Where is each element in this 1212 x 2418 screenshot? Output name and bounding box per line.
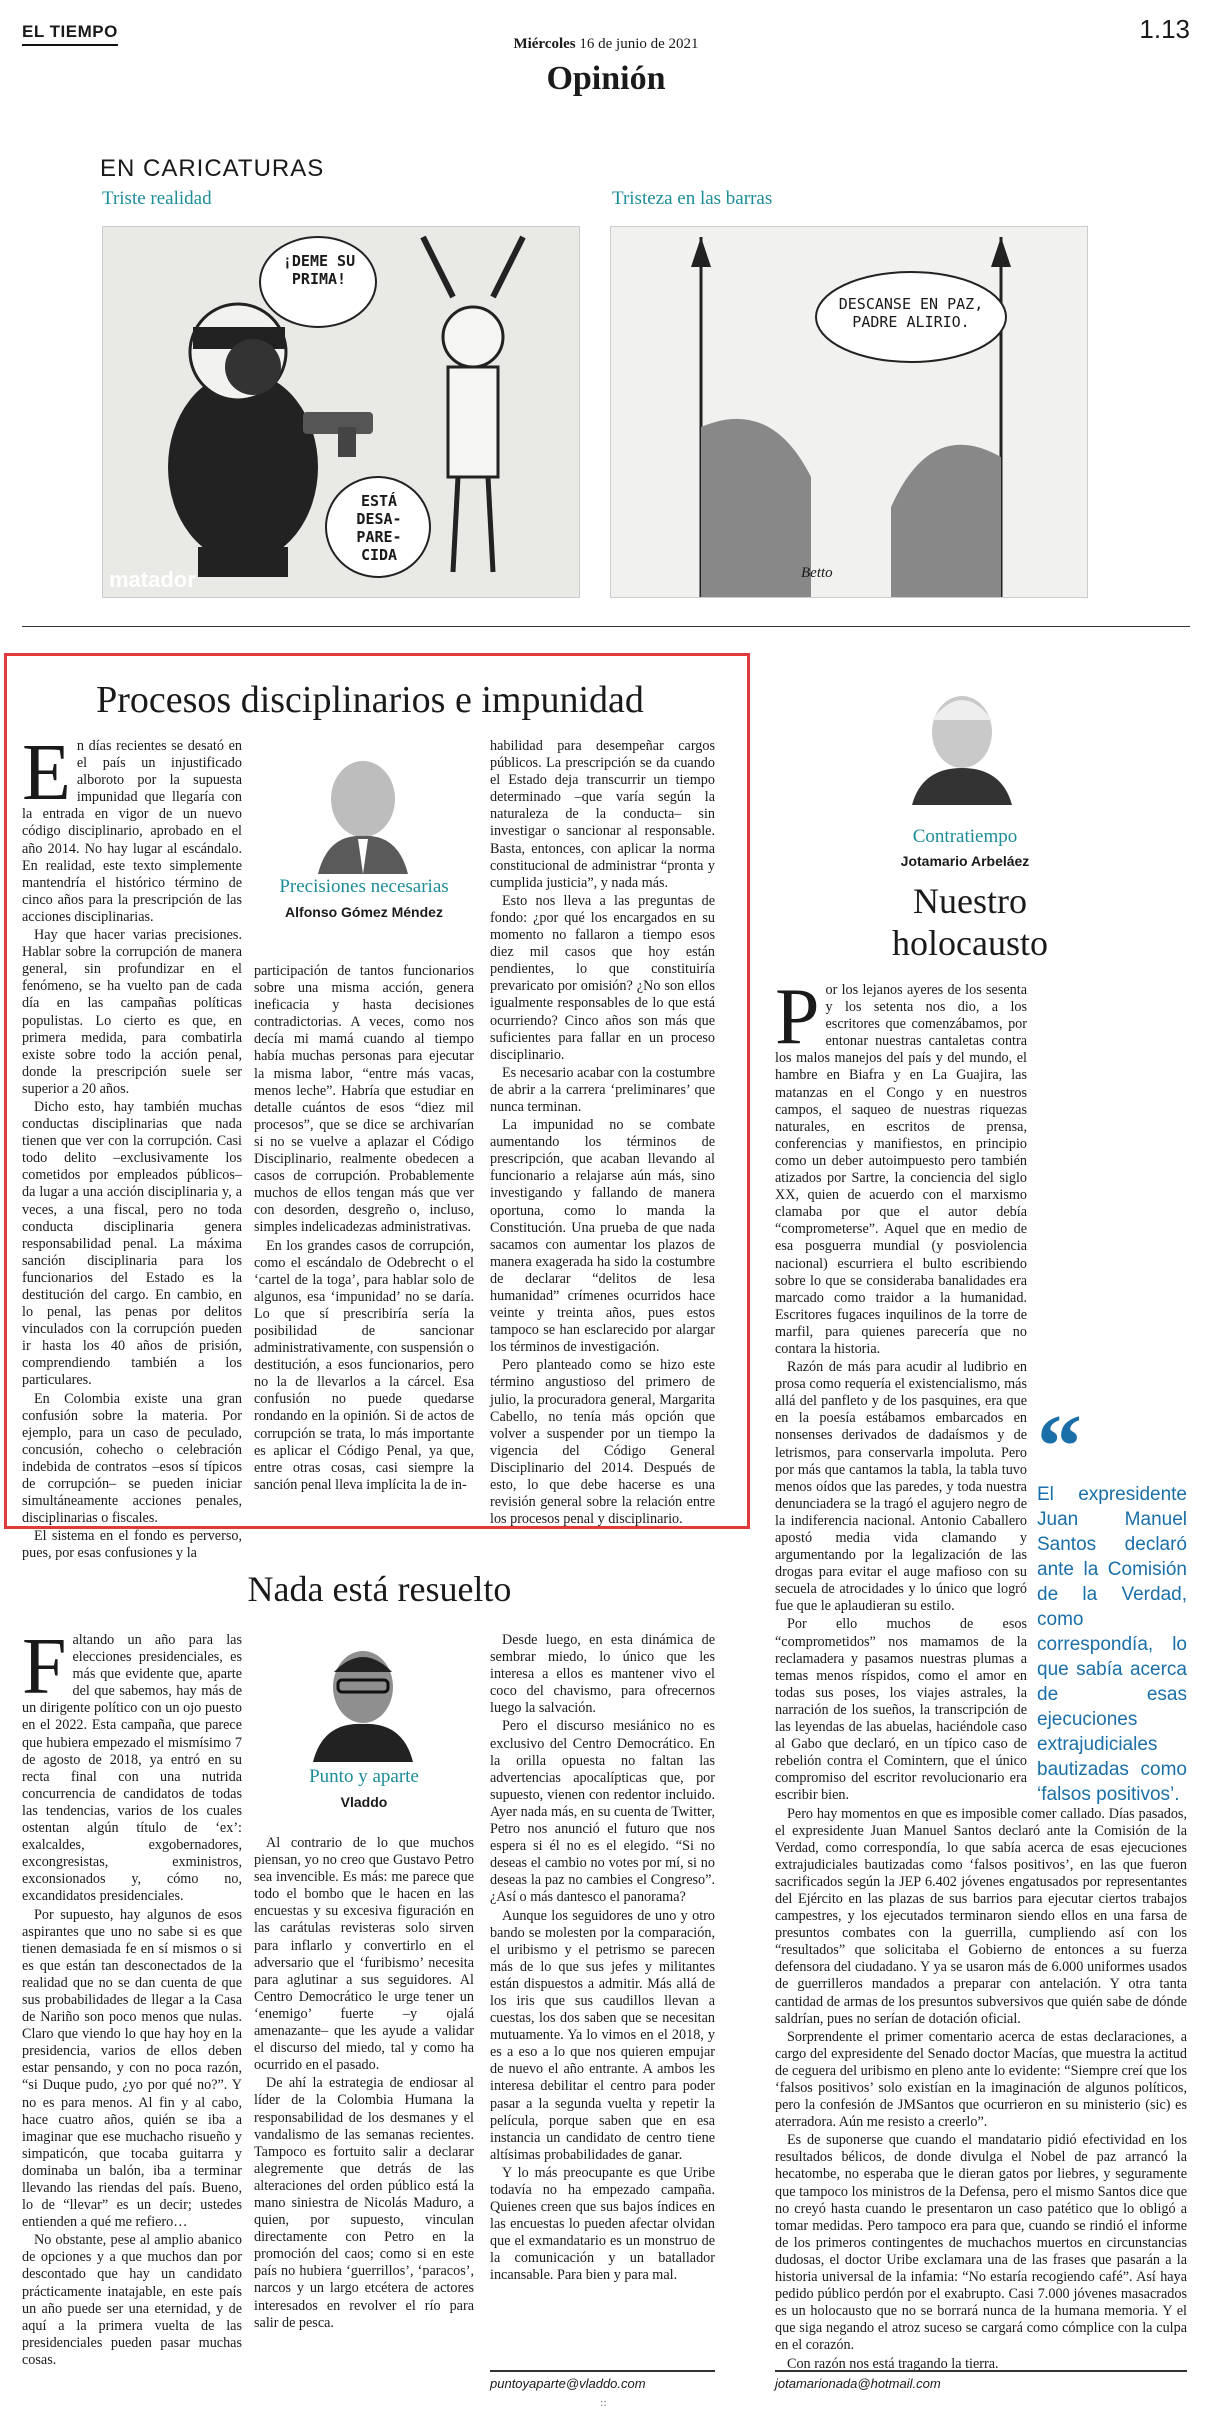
article3-paragraph: Pero hay momentos en que es imposible comer callado. Días pasados, el expresidente Juan Manuel Santos declaró ante la Comisión de la Verdad, como correspondía, lo que sabía acerca de esas ejecuciones extrajudiciales bautizadas como ‘falsos positivos’, en las que fueron sacrificados según la JEP 6.402 jóvenes engatusados por representantes del Ejército en las plazas de sus barrios para ejecutar ciertos trabajos campestres, y los ejecutados terminaron siendo ellos en una farsa de presuntos combates con la guerrilla, cumpliendo así con los “resultados” que solicitaba el Gobierno de entonces a su fuerza defensora del ciudadano. Y ya se usaron más de 6.000 uniformes usados de guerrilleros mandados a preparar con antelación. Y otra tanta cantidad de armas de los presuntos subversivos que quién sabe de dónde saldrían, pues no serían de dotación oficial. bbox=[775, 1805, 1187, 2027]
article1-column-3 bbox=[490, 738, 715, 1529]
article1-paragraph: Dicho esto, hay también muchas conductas disciplinarias que nada tienen que ver con la corrupción. Casi todo delito –exclusivamente los cometidos por empleados públicos– da lugar a una acción disciplinaria y, a veces, a una fiscal, pero no toda conducta disciplinaria genera responsabilidad penal. La máxima sanción disciplinaria para los funcionarios del Estado es la destitución del cargo. En cambio, en lo penal, las penas por delitos vinculados con la corrupción pueden ir hasta los 40 años de prisión, comprendiendo también a los particulares. bbox=[22, 1098, 242, 1389]
article2-paragraph: Y lo más preocupante es que Uribe todavía no ha empezado campaña. Quienes creen que sus bajos índices en las encuestas lo pueden afectar olvidan que el exmandatario es un monstruo de la comunicación y un batallador incansable. Para bien y para mal. bbox=[490, 2164, 715, 2284]
article1-paragraph: participación de tantos funcionarios sobre una misma acción, genera ineficacia y hasta decisiones contradictorias. A veces, como nos decía mi mamá cuando al tiempo había muchas personas para ejecutar la misma labor, “entre más vacas, menos leche”. Habría que estudiar en detalle cuántos de esos “diez mil procesos”, que se dice se archivarían si no se vuelve a aplazar el Código Disciplinario, realmente obedecen a casos de corrupción. Probablemente muchos de ellos tengan más que ver con desorden, desgreño o, incluso, simples indelicadezas administrativas. bbox=[254, 963, 474, 1236]
article3-author-photo bbox=[900, 680, 1025, 805]
newspaper-masthead: EL TIEMPO bbox=[22, 22, 118, 46]
article3-headline-line-1: Nuestro bbox=[913, 881, 1027, 921]
article1-paragraph: habilidad para desempeñar cargos públicos. La prescripción se da cuando el Estado deja transcurrir un tiempo determinado –que varía según la naturaleza de la conducta– sin investigar o sancionar al responsable. Basta, entonces, con aplicar la norma constitucional de administrar “pronta y cumplida justicia”, y nada más. bbox=[490, 738, 715, 891]
article3-paragraph: Sorprendente el primer comentario acerca de estas declaraciones, a cargo del expresidente del Senado doctor Macías, que muestra la actitud de ceguera del uribismo en pleno ante lo evidente: “Siempre creí que los ‘falsos positivos’ solo existían en la imaginación de algunos políticos, pero la confesión de JMSantos que ocurrieron en su ministerio (sic) es aterradora. Aún me resisto a creerlo”. bbox=[775, 2028, 1187, 2131]
cartoon-left-bubble-2: ESTÁ DESA-PARE-CIDA bbox=[356, 492, 402, 564]
article3-pullquote bbox=[1037, 1397, 1187, 1805]
article3-paragraph: or los lejanos ayeres de los sesenta y los setenta nos dio, a los escritores que comenzábamos, por entonar nuestras cantaletas contra los malos manejos del país y del mundo, el hambre en Biafra y en La Guajira, las matanzas en el Congo y en nuestros campos, el saqueo de nuestras riquezas naturales, en escritos de prensa, conferencias y manifiestos, en principio como un deber autoimpuesto pero también atizados por Sartre, la conciencia del siglo XX, quien de acuerdo con el marxismo clamaba por que el autor debía “comprometerse”. Aquel que en medio de esa posguerra mundial (y posviolencia nacional) escurriera el bulto escribiendo sobre lo que se consideraba banalidades era marcado como traidor a la humanidad. Escritores fugaces inquilinos de la torre de marfil, para quienes parecería que no contara la historia. bbox=[775, 982, 1027, 1357]
cartoon-left-image bbox=[102, 226, 580, 598]
footer-mark: :: bbox=[600, 2398, 607, 2409]
article1-paragraph: Pero planteado como se hizo este término angustioso del primero de julio, la procuradora general, Margarita Cabello, no tenía más opción que volver a suspender por un tiempo la vigencia del Código General Disciplinario del 2014. Después de esto, lo que debe hacerse es una revisión general sobre la relación entre los procesos penal y disciplinario. bbox=[490, 1357, 715, 1528]
article2-column-1 bbox=[22, 1623, 242, 2370]
article3-body bbox=[775, 973, 1187, 2374]
article2-paragraph: altando un año para las elecciones presidenciales, es más que evidente que, aparte del que sabemos, hay más de un dirigente político con un ojo puesto en el 2022. Esta campaña, que parece que hubiera empezado el mismísimo 7 de agosto de 2018, ya entró en su recta final con una nutrida concurrencia de candidatos de todas las tendencias, varios de los cuales ostentan algún título de ‘ex’: exalcaldes, exgobernadores, excongresistas, exministros, exconsionados y, cómo no, excandidatos presidenciales. bbox=[22, 1632, 242, 1905]
article3-paragraph: Con razón nos está tragando la tierra. bbox=[787, 2355, 999, 2372]
article1-dropcap: E bbox=[22, 729, 71, 817]
cartoon-right-drawing bbox=[611, 227, 1087, 597]
dateline bbox=[0, 36, 1212, 53]
article1-paragraph: Hay que hacer varias precisiones. Hablar sobre la corrupción de manera general, sin profundizar en el fenómeno, se ha vuelto pan de cada día en las campañas políticas populistas. Lo cierto es que, en primera medida, para combatirla existe sobre todo la acción penal, donde la prescripción suele ser superior a 20 años. bbox=[22, 927, 242, 1097]
article1-headline: Procesos disciplinarios e impunidad bbox=[96, 679, 644, 721]
caricaturas-divider bbox=[22, 626, 1190, 627]
article2-dropcap: F bbox=[22, 1623, 67, 1711]
portrait-icon bbox=[900, 680, 1025, 805]
page-number: 1.13 bbox=[1139, 14, 1190, 44]
article3-dropcap: P bbox=[775, 973, 820, 1061]
caricaturas-heading: EN CARICATURAS bbox=[100, 155, 325, 182]
quote-icon: “ bbox=[1037, 1397, 1082, 1496]
article2-paragraph: Aunque los seguidores de uno y otro bando se molesten por la comparación, el uribismo y el petrismo se parecen más de lo que sus jefes y militantes están dispuestos a admitir. Más allá de los iris que sus caudillos llevan a cuestas, los dos saben que se necesitan mutuamente. Ya lo vimos en el 2018, y es a eso a lo que nos quieren empujar de nuevo el año entrante. A ambos les interesa debilitar el centro para poder pasar a la segunda vuelta y repetir la película, porque saben que en esa instancia un candidato de centro tiene altísimas probabilidades de ganar. bbox=[490, 1907, 715, 2163]
article1-paragraph: En los grandes casos de corrupción, como el escándalo de Odebrecht o el ‘cartel de la toga’, para hablar solo de algunos, esa ‘impunidad’ no se daría. Lo que sí prescribiría sería la posibilidad de sancionar administrativamente, con suspensión o destitución, a esos funcionarios, pero no la de llevarlos a la cárcel. Esa confusión no puede quedarse rondando en la opinión. Si de actos de corrupción se trata, lo más importante es aplicar el Código Penal, ya que, entre otras cosas, casi siempre la sanción penal lleva implícita la de in- bbox=[254, 1237, 474, 1493]
article2-author: Vladdo bbox=[340, 1794, 388, 1810]
dateline-date: 16 de junio de 2021 bbox=[579, 36, 699, 52]
article2-paragraph: Desde luego, en esta dinámica de sembrar miedo, lo único que les interesa a ellos es mantener vivo el coco del chavismo, para ofrecernos luego la salvación. bbox=[490, 1632, 715, 1717]
cartoon-left-bubble-1: ¡DEME SU PRIMA! bbox=[282, 252, 356, 288]
article3-kicker: Contratiempo bbox=[912, 826, 1018, 847]
article2-author-photo bbox=[298, 1632, 428, 1762]
cartoon-right-bubble: DESCANSE EN PAZ, PADRE ALIRIO. bbox=[838, 295, 984, 331]
article1-paragraph: En Colombia existe una gran confusión sobre la materia. Por ejemplo, para un caso de peculado, concusión, cohecho o celebración indebida de contratos –esos sí típicos de corrupción– se pueden iniciar simultáneamente acciones penales, disciplinarias o fiscales. bbox=[22, 1390, 242, 1527]
article3-author: Jotamario Arbeláez bbox=[900, 853, 1030, 869]
article1-paragraph: La impunidad no se combate aumentando los términos de prescripción, que acaban llevando al funcionario a relajarse aún más, sino investigando y fallando de manera oportuna, como lo manda la Constitución. Una prueba de que nada sacamos con aumentar los plazos de manera exagerada ha sido la costumbre de declarar “delitos de lesa humanidad” crímenes ocurridos hace veinte y treinta años, pues estos tampoco se han esclarecido por alargar los términos de investigación. bbox=[490, 1117, 715, 1356]
dateline-day: Miércoles bbox=[513, 36, 576, 52]
article1-paragraph: Es necesario acabar con la costumbre de abrir a la carrera ‘preliminares’ que nunca terminan. bbox=[490, 1064, 715, 1115]
portrait-icon bbox=[298, 744, 428, 874]
article1-kicker: Precisiones necesarias bbox=[279, 876, 449, 897]
cartoon-left-signature: matador bbox=[109, 567, 196, 592]
portrait-icon bbox=[298, 1632, 428, 1762]
article1-author-photo bbox=[298, 744, 428, 874]
article2-paragraph: De ahí la estrategia de endiosar al líder de la Colombia Humana la responsabilidad de los desmanes y el vandalismo de las semanas recientes. Tampoco es fortuito salir a declarar alegremente que detrás de las alteraciones del orden público está la mano siniestra de Nicolás Maduro, a quien, por supuesto, vinculan directamente con Petro en la promoción del caos; como si en este país no hubiera ‘guerrillos’, ‘paracos’, narcos y un largo etcétera de actores interesados en revolver el río para salir de pesca. bbox=[254, 2075, 474, 2331]
article3-headline bbox=[770, 880, 1170, 964]
cartoon-left-title: Triste realidad bbox=[102, 188, 212, 209]
article1-author: Alfonso Gómez Méndez bbox=[285, 904, 443, 920]
article2-headline: Nada está resuelto bbox=[247, 1569, 512, 1609]
article2-paragraph: Por supuesto, hay algunos de esos aspirantes que uno no sabe si es que tienen demasiada fe en sí mismos o si es que están tan desconectados de la realidad que no se dan cuenta de que sus probabilidades de llegar a la Casa de Nariño son poco menos que nulas. Claro que viendo lo que hay hoy en la presidencia, varios de ellos deben estar pensando, y con no poca razón, “si Duque pudo, ¿yo por qué no?”. Y no es para menos. Al fin y al cabo, hace cuatro años, quién se iba a imaginar que ese muchacho risueño y simpaticón, que tocaba guitarra y dominaba un balón, iba a terminar llevando las riendas del país. Bueno, lo de “llevar” es un decir; ustedes entienden a qué me refiero… bbox=[22, 1906, 242, 2231]
article3-paragraph: Es de suponerse que cuando el mandatario pidió efectividad en los resultados bélicos, de donde divulga el Nobel de paz arrancó la hecatombe, no esperaba que le dieran gatos por liebres, y seguramente que tampoco los ministros de la Defensa, pero el mismo Santos dice que no creyó hasta cuando le presentaron un caso patético que lo obligó a tomar medidas. Pero tampoco era para que, cuando se rindió el informe de los primeros contingentes de muchachos muertos en circunstancias dudosas, el doctor Uribe exclamara una de las frases que pasarán a la historia universal de la infamia: “No estaría recogiendo café”. Así haya pedido público perdón por el exabrupto. Casi 7.000 jóvenes masacrados es un holocausto que no se borrará nunca de la humana memoria. Y el que siga negando el atroz suceso se cargará como cómplice con la culpa en el corazón. bbox=[775, 2132, 1187, 2354]
article1-column-2 bbox=[254, 963, 474, 1495]
article2-column-3 bbox=[490, 1632, 715, 2286]
article2-column-2 bbox=[254, 1835, 474, 2333]
section-title: Opinión bbox=[546, 60, 666, 97]
article3-email[interactable]: jotamarionada@hotmail.com bbox=[775, 2370, 1187, 2391]
article3-paragraph: Por ello muchos de esos “comprometidos” nos mamamos de la reclamadera y pasamos nuestras plumas a temas menos ríspidos, como el amor en todas sus poses, los viajes astrales, la narración de los sueños, la transcripción de las leyendas de las abuelas, haciéndole caso al Gabo que declaró, en un típico caso de rebelión contra el Comintern, que el único compromiso del escritor revolucionario era escribir bien. bbox=[775, 1616, 1027, 1804]
article2-email[interactable]: puntoyaparte@vladdo.com bbox=[490, 2370, 715, 2391]
article1-paragraph: n días recientes se desató en el país un injustificado alboroto por la supuesta impunidad que llegaría con la entrada en vigor de un nuevo código disciplinario, aprobado en el año 2014. No hay lugar al escándalo. En realidad, este texto simplemente mantendría el histórico término de cinco años para la prescripción de las acciones disciplinarias. bbox=[22, 738, 242, 925]
article2-kicker: Punto y aparte bbox=[309, 1766, 419, 1787]
cartoon-right-image bbox=[610, 226, 1088, 598]
article1-paragraph: El sistema en el fondo es perverso, pues, por esas confusiones y la bbox=[22, 1528, 242, 1562]
article3-headline-line-2: holocausto bbox=[892, 923, 1048, 963]
article2-paragraph: No obstante, pese al amplio abanico de opciones y a que muchos dan por descontado que hay un candidato prácticamente inatajable, en este país un año puede ser una eternidad, y de aquí a la primera vuelta de las presidenciales pueden pasar muchas cosas. bbox=[22, 2232, 242, 2368]
article3-paragraph: Razón de más para acudir al ludibrio en prosa como requería el existencialismo, más allá del panfleto y de los pasquines, era que en la poesía estábamos embarcados en nonsenses derivados de dadaísmos y de letrismos, para conservarla impoluta. Pero por más que cantamos la tabla, la tabla tuvo menos oídos que las paredes, y toda nuestra denunciadera se la tragó el agujero negro de la indiferencia nacional. Antonio Caballero apostó media vida clamando y argumentando por la legalización de las drogas para evitar el auge mafioso con su secuela de atrocidades y lo único que logró fue que le aplaudieran su estilo. bbox=[775, 1359, 1027, 1615]
cartoon-right-title: Tristeza en las barras bbox=[612, 188, 773, 209]
pullquote-text: El expresidente Juan Manuel Santos declaró ante la Comisión de la Verdad, como correspondía, lo que sabía acerca de esas ejecuciones extrajudiciales bautizadas como ‘falsos positivos’. bbox=[1037, 1484, 1187, 1805]
article2-paragraph: Al contrario de lo que muchos piensan, yo no creo que Gustavo Petro sea invencible. Es más: me parece que todo el bombo que le hacen en las encuestas y su excesiva figuración en las carátulas revisteras solo sirven para inflarlo y convertirlo en el adversario que el ‘furibismo’ necesita para aglutinar a sus seguidores. Al Centro Democrático le urge tener un ‘enemigo’ fuerte –y ojalá amenazante– que les ayude a validar el discurso del miedo, tal y como ha ocurrido en el pasado. bbox=[254, 1835, 474, 2074]
article1-column-1 bbox=[22, 729, 242, 1564]
article1-paragraph: Esto nos lleva a las preguntas de fondo: ¿por qué los encargados en su momento no fallaron a tiempo esos diez mil casos que hoy están pendientes, lo que constituiría prevaricato por omisión? ¿No son ellos igualmente responsables de lo que está ocurriendo? Cinco años son más que suficientes para fallar en un proceso disciplinario. bbox=[490, 892, 715, 1063]
cartoon-right-signature: Betto bbox=[801, 565, 833, 581]
article2-paragraph: Pero el discurso mesiánico no es exclusivo del Centro Democrático. En la orilla opuesta no faltan las advertencias apocalípticas que, por supuesto, vienen con redentor incluido. Ayer nada más, en su cuenta de Twitter, Petro nos anunció el futuro que nos espera si él no es el elegido. “Si no deseas el cambio no votes por mí, si no deseas la paz no cambies el Congreso”. ¿Así o más dantesco el panorama? bbox=[490, 1718, 715, 1906]
